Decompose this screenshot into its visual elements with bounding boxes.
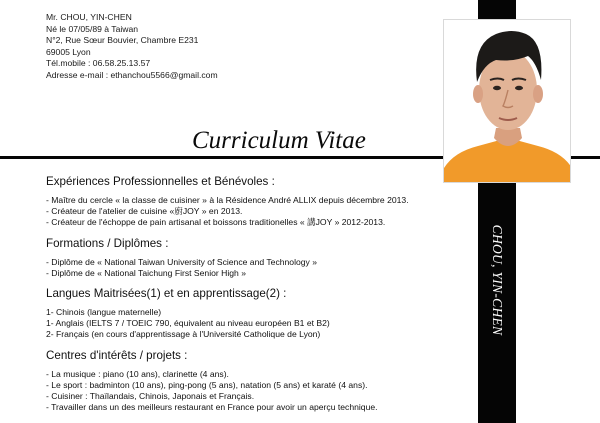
contact-mobile: Tél.mobile : 06.58.25.13.57 bbox=[46, 58, 151, 69]
section-heading-interests: Centres d'intérêts / projets : bbox=[46, 348, 188, 362]
list-item: 2- Français (en cours d'apprentissage à l'Université Catholique de Lyon) bbox=[46, 329, 321, 340]
page-title: Curriculum Vitae bbox=[192, 127, 366, 154]
list-item: - Créateur de l'échoppe de pain artisanal et boissons traditionelles « 講JOY » 2012-2013. bbox=[46, 217, 386, 228]
section-heading-languages: Langues Maitrisées(1) et en apprentissage(2) : bbox=[46, 287, 287, 301]
contact-address-street: N°2, Rue Sœur Bouvier, Chambre E231 bbox=[46, 35, 199, 46]
contact-address-city: 69005 Lyon bbox=[46, 46, 91, 57]
experience-list bbox=[46, 195, 466, 229]
vertical-name-label: CHOU, YIN-CHEN bbox=[490, 224, 505, 336]
languages-list bbox=[46, 307, 466, 341]
section-heading-education: Formations / Diplômes : bbox=[46, 236, 169, 250]
list-item: - Diplôme de « National Taiwan University of Science and Technology » bbox=[46, 256, 318, 267]
interests-list bbox=[46, 369, 466, 414]
list-item: - Créateur de l'atelier de cuisine «廚JOY » en 2013. bbox=[46, 206, 243, 217]
list-item: - Cuisiner : Thaïlandais, Chinois, Japonais et Français. bbox=[46, 391, 255, 402]
section-heading-experience: Expériences Professionnelles et Bénévoles : bbox=[46, 175, 275, 188]
cv-content bbox=[46, 175, 466, 421]
list-item: 1- Anglais (IELTS 7 / TOEIC 790, équivalent au niveau européen B1 et B2) bbox=[46, 318, 330, 329]
contact-block bbox=[46, 12, 218, 82]
list-item: - Travailler dans un des meilleurs restaurant en France pour avoir un aperçu technique. bbox=[46, 402, 378, 413]
list-item: - Maître du cercle « la classe de cuisiner » à la Résidence André ALLIX depuis décembre 2013. bbox=[46, 195, 409, 205]
list-item: 1- Chinois (langue maternelle) bbox=[46, 307, 162, 318]
contact-birth: Né le 07/05/89 à Taiwan bbox=[46, 23, 139, 34]
list-item: - La musique : piano (10 ans), clarinette (4 ans). bbox=[46, 368, 229, 379]
education-list bbox=[46, 257, 466, 279]
contact-email: Adresse e-mail : ethanchou5566@gmail.com bbox=[46, 69, 218, 80]
list-item: - Le sport : badminton (10 ans), ping-pong (5 ans), natation (5 ans) et karaté (4 ans). bbox=[46, 379, 368, 390]
list-item: - Diplôme de « National Taichung First Senior High » bbox=[46, 267, 246, 278]
contact-name: Mr. CHOU, YIN-CHEN bbox=[46, 12, 132, 22]
profile-photo bbox=[443, 19, 571, 183]
